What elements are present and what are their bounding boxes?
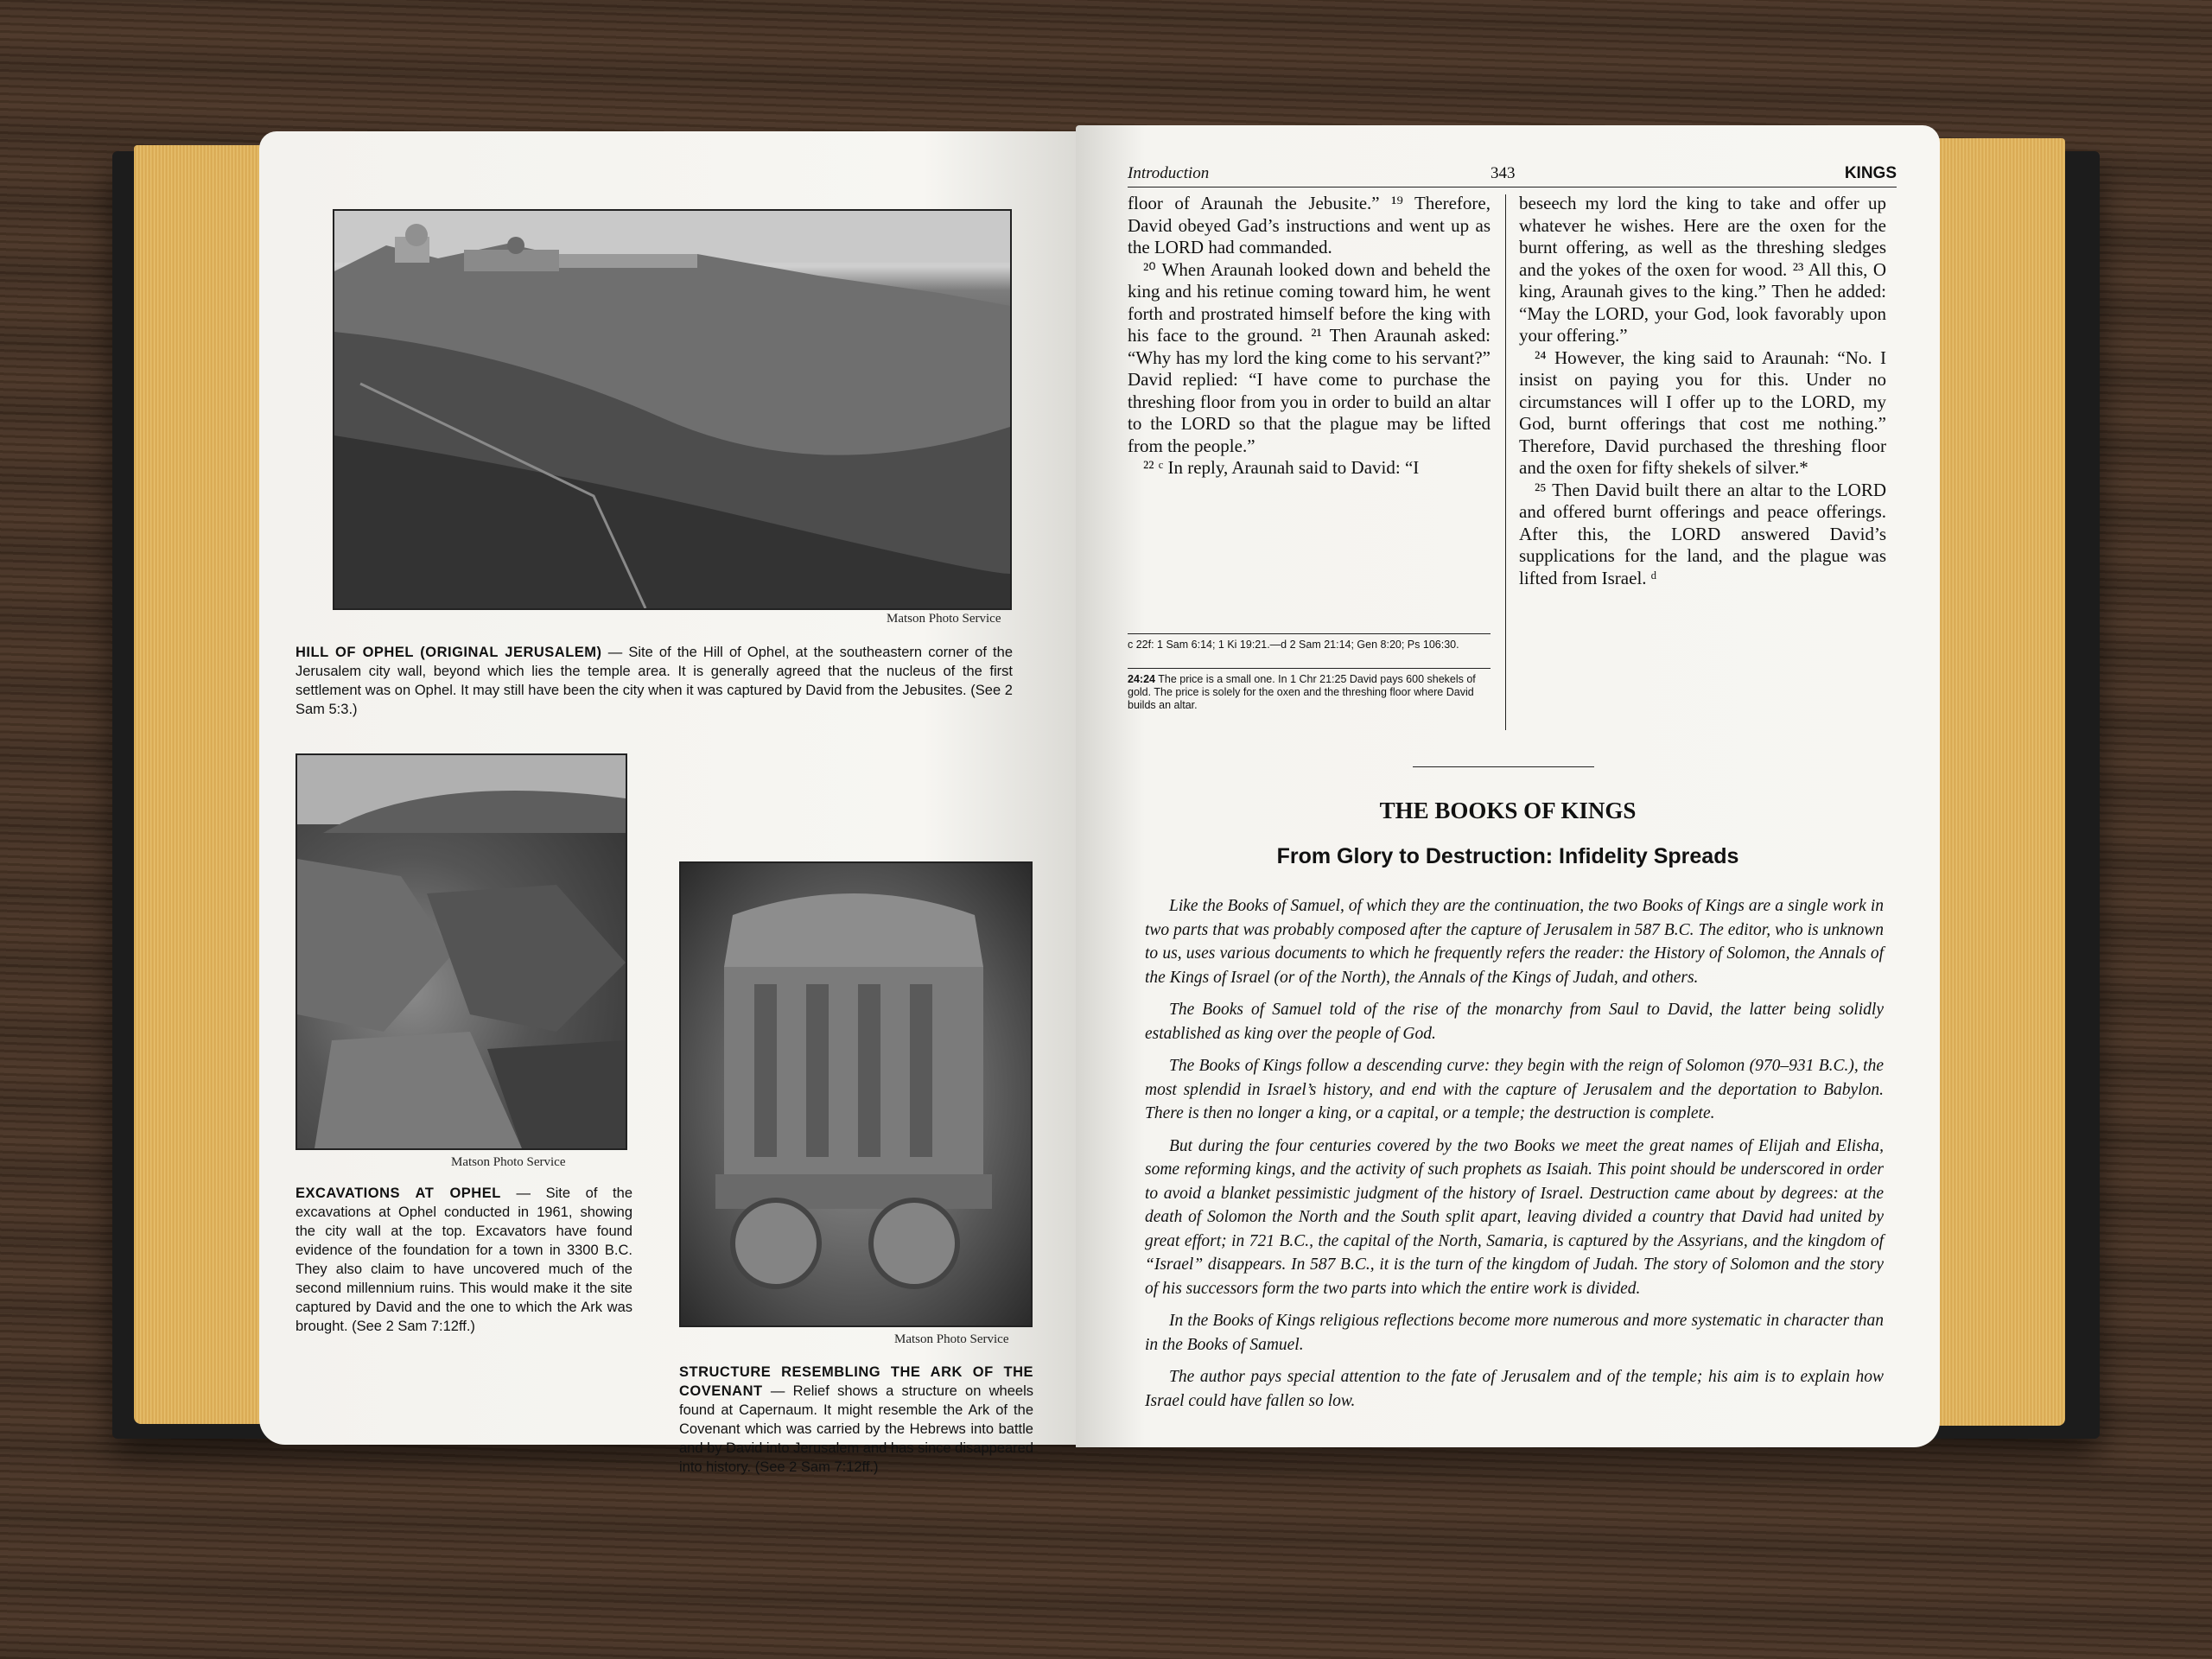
caption-text: — Relief shows a structure on wheels found at Capernaum. It might resemble the Ark of the Covenant which was carried by the Hebrews into battle and by David into Jerusalem and has since disappeared into history. (See 2 Sam 7:12ff.) [679,1383,1034,1475]
verse-paragraph: beseech my lord the king to take and offer up whatever he wishes. Here are the oxen for the burnt offering, as well as the threshing sledges and the yokes of the oxen for wood. ²³ All this, O king, Araunah gives to the king.” Then he added: “May the LORD, your God, look favorably upon your offering.” [1519,193,1886,346]
intro-paragraph: Like the Books of Samuel, of which they are the continuation, the two Books of Kings are a single work in two parts that was probably composed after the capture of Jerusalem in 587 B.C. The editor, who is unknown to us, uses various documents to which he frequently refers the reader: the History of Solomon, the Annals of the Kings of Israel (or of the North), the Annals of the Kings of Judah, and others. [1145,897,1884,987]
column-rule [1505,194,1506,730]
right-page [1076,125,1940,1447]
footnote-refs: c 22f: 1 Sam 6:14; 1 Ki 19:21.—d 2 Sam 21:14; Gen 8:20; Ps 106:30. [1128,639,1459,651]
page-number: 343 [1491,164,1516,182]
verse-paragraph: ²² ᶜ In reply, Araunah said to David: “I [1143,457,1420,478]
verse-paragraph: ²⁵ Then David built there an altar to the LORD and offered burnt offerings and peace offerings. After this, the LORD answered David’s supplications for the land, and the plague was lifted from Israel. ᵈ [1519,479,1886,588]
section-subtitle: From Glory to Destruction: Infidelity Spreads [1276,844,1739,868]
caption-ark-structure [679,1363,1033,1477]
verse-paragraph: ²⁰ When Araunah looked down and beheld the king and his retinue coming toward him, he went forth and prostrated himself before the king with his face to the ground. ²¹ Then Araunah asked: “Why has my lord the king come to his servant?” David replied: “I have come to purchase the threshing floor from you in order to build an altar to the LORD so that the plague may be lifted from the people.” [1128,258,1491,456]
intro-paragraph: In the Books of Kings religious reflections become more numerous and more systematic in character than in the Books of Samuel. [1145,1312,1884,1354]
caption-hill-of-ophel [296,643,1013,719]
photo-credit: Matson Photo Service [894,1332,1009,1346]
photo-hill-of-ophel [333,209,1012,610]
ark-relief-image [681,863,1031,1325]
section-title: THE BOOKS OF KINGS [1379,798,1637,823]
excavations-image [297,755,626,1148]
verse-paragraph: floor of Araunah the Jebusite.” ¹⁹ Therefore, David obeyed Gad’s instructions and went up as the LORD had commanded. [1128,193,1491,257]
intro-paragraph: The author pays special attention to the fate of Jerusalem and of the temple; his aim is to explain how Israel could have fallen so low. [1145,1368,1884,1410]
text-column-1 [1128,193,1491,480]
text-column-2 [1519,193,1886,589]
photo-ark-of-covenant-relief [679,861,1033,1327]
intro-paragraph: The Books of Samuel told of the rise of the monarchy from Saul to David, the latter being solidly established as king over the people of God. [1145,1001,1884,1043]
caption-excavations-at-ophel [296,1184,632,1336]
intro-paragraph: The Books of Kings follow a descending curve: they begin with the reign of Solomon (970–931 B.C.), the most splendid in Israel’s history, and end with the capture of Jerusalem and the deportation to Babylon. There is then no longer a king, or a capital, or a temple; the destruction is complete. [1145,1057,1884,1122]
left-page [259,131,1089,1475]
page-edge-left [134,145,264,1424]
footnote-divider [1128,668,1491,669]
verse-paragraph: ²⁴ However, the king said to Araunah: “No. I insist on paying you for this. Under no circumstances will I offer up to the LORD, my God, burnt offerings that cost me nothing.” Therefore, David purchased the threshing floor and the oxen for fifty shekels of silver.* [1519,346,1886,478]
photo-credit: Matson Photo Service [451,1155,566,1169]
footnote-note-text: The price is a small one. In 1 Chr 21:25 David pays 600 shekels of gold. The price is solely for the oxen and the threshing floor where David builds an altar. [1128,673,1476,711]
photo-credit: Matson Photo Service [887,612,1001,626]
header-section: Introduction [1128,164,1210,182]
hill-of-ophel-image [334,211,1010,608]
caption-title: STRUCTURE RESEMBLING THE ARK OF THE COVENANT [679,1364,1033,1399]
caption-text: — Site of the Hill of Ophel, at the southeastern corner of the Jerusalem city wall, beyond which lies the temple area. It is generally agreed that the nucleus of the first settlement was on Ophel. It may still have been the city when it was captured by David from the Jebusites. (See 2 Sam 5:3.) [296,645,1013,717]
photo-excavations-at-ophel [296,753,627,1150]
header-book: KINGS [1844,164,1897,182]
section-divider [1413,766,1594,767]
page-edge-right [1936,138,2065,1426]
footnote-note-ref: 24:24 [1128,673,1155,685]
introduction-text [1145,894,1884,1421]
running-header [1128,164,1897,188]
caption-title: HILL OF OPHEL (ORIGINAL JERUSALEM) [296,645,602,660]
footnote-note [1128,673,1491,712]
footnote-divider [1128,633,1491,634]
caption-text: — Site of the excavations at Ophel conducted in 1961, showing the city wall at the top. Excavators have found evidence of the foundation for a town in 3300 B.C. They also claim to have uncovered much of the second millennium ruins. This would make it the site captured by David and the one to which the Ark was brought. (See 2 Sam 7:12ff.) [296,1185,632,1334]
intro-paragraph: But during the four centuries covered by the two Books we meet the great names of Elijah and Elisha, some reforming kings, and the activity of such prophets as Isaiah. This point should be underscored in order to avoid a blanket pessimistic judgment of the history of Israel. Destruction came about by degrees: at the death of Solomon the North and the South split apart, leaving divided a country that David had united by great effort; in 721 B.C., the capital of the North, Samaria, is captured by the Assyrians, and the kingdom of “Israel” disappears. In 587 B.C., it is the turn of the kingdom of Judah. The story of Solomon and the story of his successors form the two parts into which the entire work is divided. [1145,1136,1884,1298]
caption-title: EXCAVATIONS AT OPHEL [296,1185,501,1201]
